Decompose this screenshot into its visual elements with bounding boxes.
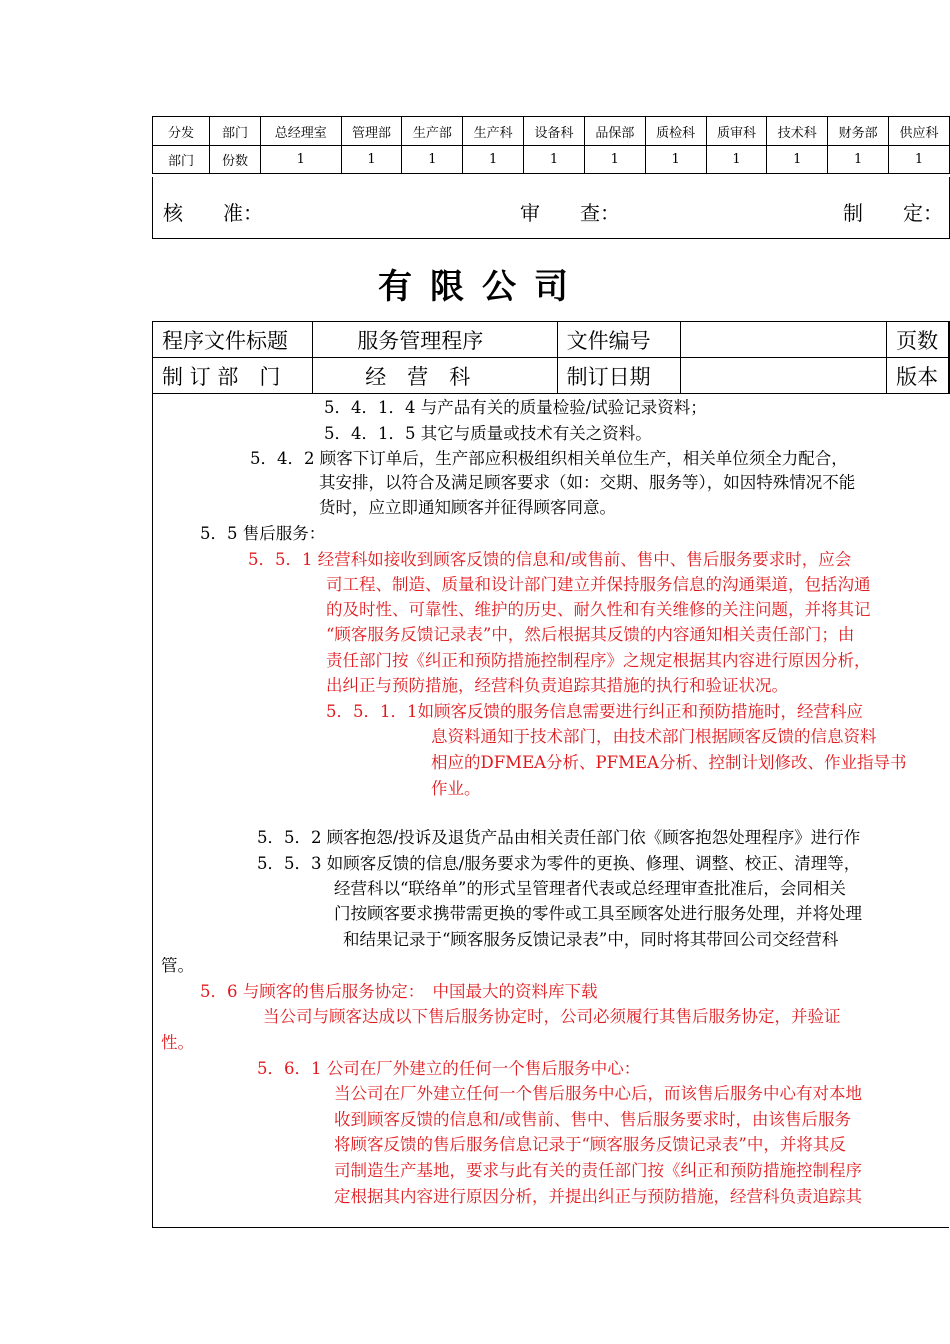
- body-line: 定根据其内容进行原因分析，并提出纠正与预防措施，经营科负责追踪其: [334, 1187, 862, 1206]
- dept-cell: 供应科: [889, 117, 950, 146]
- clause-5-4-2: 5．4．2 顾客下订单后，生产部应积极组织相关单位生产，相关单位须全力配合，: [250, 449, 848, 468]
- count-cell: 1: [402, 146, 463, 174]
- clause-5-5-1-1: 5．5．1．1如顾客反馈的服务信息需要进行纠正和预防措施时，经营科应: [326, 702, 863, 721]
- body-line: 将顾客反馈的售后服务信息记录于“顾客服务反馈记录表”中，并将其反: [334, 1135, 846, 1154]
- dept-cell: 品保部: [584, 117, 645, 146]
- dept-cell: 技术科: [767, 117, 828, 146]
- clause-5-4-1-5: 5．4．1．5 其它与质量或技术有关之资料。: [324, 424, 652, 443]
- doc-no-label: 文件编号: [557, 322, 680, 358]
- dept-cell: 质检科: [645, 117, 706, 146]
- title-value: 服务管理程序: [313, 322, 557, 358]
- count-cell: 1: [341, 146, 402, 174]
- clause-5-4-1-4: 5．4．1．4 与产品有关的质量检验/试验记录资料；: [324, 398, 707, 417]
- body-line: 责任部门按《纠正和预防措施控制程序》之规定根据其内容进行原因分析，: [326, 651, 871, 670]
- date-label: 制订日期: [557, 358, 680, 394]
- body-line: 司制造生产基地，要求与此有关的责任部门按《纠正和预防措施控制程序: [334, 1161, 862, 1180]
- body-line: 和结果记录于“顾客服务反馈记录表”中，同时将其带回公司交经营科: [343, 930, 839, 949]
- dept-header: 部门: [210, 117, 261, 146]
- prepare-label: 制 定：: [843, 201, 943, 225]
- count-cell: 1: [767, 146, 828, 174]
- section-5-5-heading: 5．5 售后服务：: [200, 524, 326, 543]
- clause-5-6-1: 5．6．1 公司在厂外建立的任何一个售后服务中心：: [257, 1059, 641, 1078]
- document-header-table: [152, 321, 950, 394]
- clause-5-5-3: 5．5．3 如顾客反馈的信息/服务要求为零件的更换、修理、调整、校正、清理等，: [257, 854, 861, 873]
- count-cell: 1: [828, 146, 889, 174]
- review-label: 审 查：: [520, 201, 620, 225]
- body-line: “顾客服务反馈记录表”中，然后根据其反馈的内容通知相关责任部门；由: [326, 625, 855, 644]
- distribution-label-top: 分发: [153, 117, 210, 146]
- count-cell: 1: [584, 146, 645, 174]
- count-cell: 1: [706, 146, 767, 174]
- clause-5-5-2: 5．5．2 顾客抱怨/投诉及退货产品由相关责任部门依《顾客抱怨处理程序》进行作: [257, 828, 861, 847]
- signoff-row: [152, 177, 950, 239]
- dept-cell: 管理部: [341, 117, 402, 146]
- count-cell: 1: [889, 146, 950, 174]
- body-line: 经营科以“联络单”的形式呈管理者代表或总经理审查批准后，会同相关: [334, 879, 846, 898]
- dept-label: 制 订 部 门: [153, 358, 313, 394]
- body-line: 的及时性、可靠性、维护的历史、耐久性和有关维修的关注问题，并将其记: [326, 600, 871, 619]
- date-value: [681, 358, 887, 394]
- company-title: 有限公司: [378, 267, 586, 307]
- count-cell: 1: [463, 146, 524, 174]
- header-row-1: [153, 322, 950, 358]
- document-body: [152, 393, 949, 1228]
- clause-5-5-1: 5．5．1 经营科如接收到顾客反馈的信息和/或售前、售中、售后服务要求时，应会: [248, 550, 852, 569]
- body-line: 息资料通知于技术部门，由技术部门根据顾客反馈的信息资料: [431, 727, 877, 746]
- distribution-table: [152, 116, 950, 174]
- count-cell: 1: [261, 146, 342, 174]
- body-line: 出纠正与预防措施，经营科负责追踪其措施的执行和验证状况。: [326, 676, 788, 695]
- dept-cell: 生产科: [463, 117, 524, 146]
- version-value: [948, 358, 949, 394]
- body-line: 当公司与顾客达成以下售后服务协定时，公司必须履行其售后服务协定，并验证: [263, 1007, 841, 1026]
- dept-cell: 生产部: [402, 117, 463, 146]
- version-label: 版本: [887, 358, 949, 394]
- doc-no-value: [681, 322, 887, 358]
- body-line: 其安排，以符合及满足顾客要求（如：交期、服务等），如因特殊情况不能: [319, 473, 856, 492]
- dept-cell: 财务部: [828, 117, 889, 146]
- count-header: 份数: [210, 146, 261, 174]
- page-label: 页数: [887, 322, 949, 358]
- section-5-6-heading: 5．6 与顾客的售后服务协定： 中国最大的资料库下载: [200, 982, 598, 1001]
- body-line: 管。: [161, 956, 194, 975]
- dept-row: [153, 117, 950, 146]
- dept-cell: 总经理室: [261, 117, 342, 146]
- body-line: 收到顾客反馈的信息和/或售前、售中、售后服务要求时，由该售后服务: [334, 1110, 852, 1129]
- dept-cell: 质审科: [706, 117, 767, 146]
- dept-cell: 设备科: [524, 117, 585, 146]
- count-row: [153, 146, 950, 174]
- body-line: 司工程、制造、质量和设计部门建立并保持服务信息的沟通渠道，包括沟通: [326, 575, 871, 594]
- title-label: 程序文件标题: [153, 322, 313, 358]
- count-cell: 1: [645, 146, 706, 174]
- body-line: 性。: [161, 1033, 194, 1052]
- body-line: 相应的DFMEA分析、PFMEA分析、控制计划修改、作业指导书: [431, 753, 907, 772]
- body-line: 作业。: [431, 779, 481, 798]
- header-row-2: [153, 358, 950, 394]
- count-cell: 1: [524, 146, 585, 174]
- distribution-label-bottom: 部门: [153, 146, 210, 174]
- body-line: 门按顾客要求携带需更换的零件或工具至顾客处进行服务处理，并将处理: [334, 904, 862, 923]
- body-line: 货时，应立即通知顾客并征得顾客同意。: [319, 498, 616, 517]
- dept-value: 经 营 科: [313, 358, 557, 394]
- approve-label: 核 准：: [163, 201, 263, 225]
- body-line: 当公司在厂外建立任何一个售后服务中心后，而该售后服务中心有对本地: [334, 1084, 862, 1103]
- page-value: [948, 322, 949, 358]
